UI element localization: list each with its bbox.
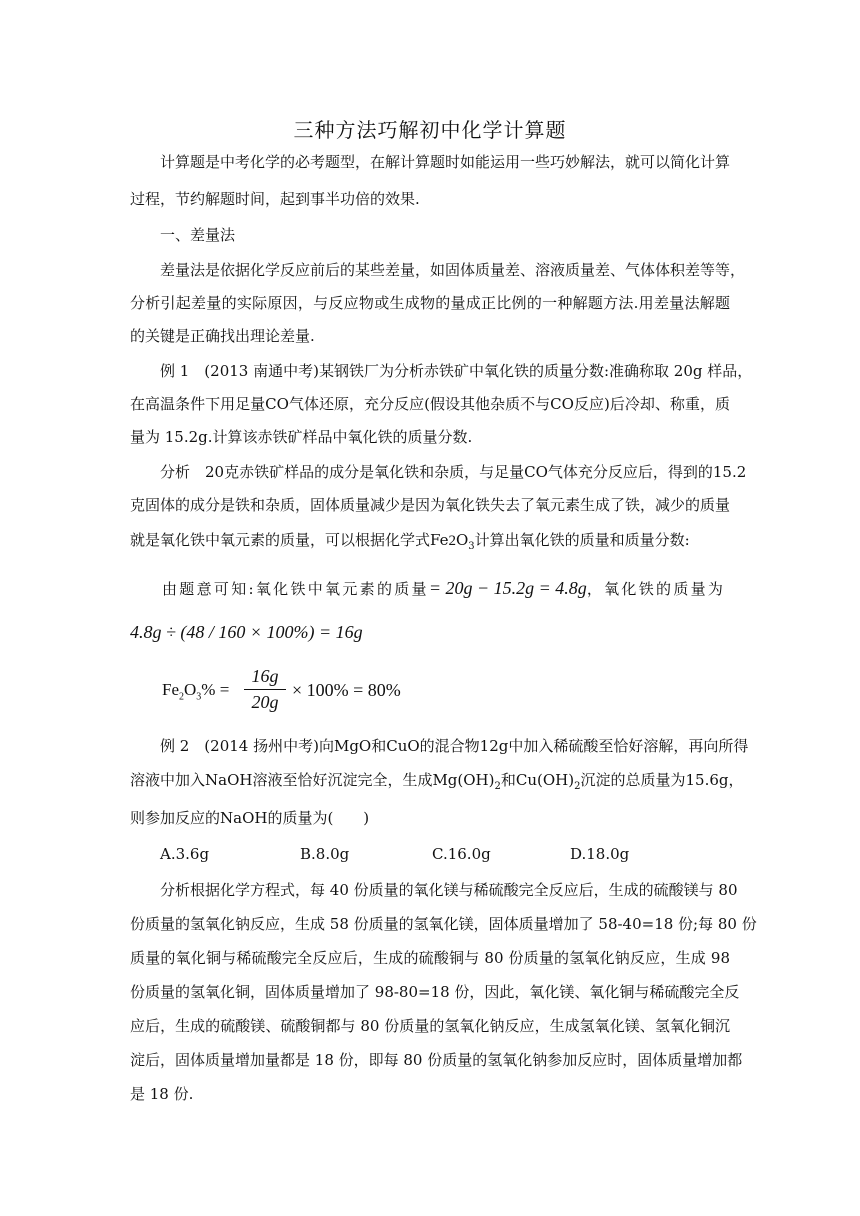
example1-line-2: 在高温条件下用足量CO气体还原，充分反应(假设其他杂质不与CO反应)后冷却、称重，质 bbox=[130, 395, 730, 413]
equation-fraction bbox=[244, 666, 286, 713]
example1-line-3: 量为 15.2g.计算该赤铁矿样品中氧化铁的质量分数. bbox=[130, 428, 473, 446]
option-d: D.18.0g bbox=[570, 845, 630, 863]
analysis2-line-2: 份质量的氢氧化钠反应，生成 58 份质量的氢氧化镁，固体质量增加了 58-40=18 份;每 80 份 bbox=[130, 915, 757, 933]
analysis2-line-4: 份质量的氢氧化铜，固体质量增加了 98-80=18 份，因此，氧化镁、氧化铜与稀硫酸完全反 bbox=[130, 983, 740, 1001]
intro-line-1: 计算题是中考化学的必考题型，在解计算题时如能运用一些巧妙解法，就可以简化计算 bbox=[160, 153, 731, 171]
subscript: 2 bbox=[448, 533, 456, 549]
equation-oxygen-mass: = 20g − 15.2g = 4.8g bbox=[428, 578, 587, 598]
definition-line-3: 的关键是正确找出理论差量. bbox=[130, 327, 315, 345]
equation-iron-oxide-mass: 4.8g ÷ (48 / 160 × 100%) = 16g bbox=[130, 622, 363, 642]
subscript: 3 bbox=[468, 541, 475, 552]
analysis1-line-1: 分析 20克赤铁矿样品的成分是氧化铁和杂质，与足量CO气体充分反应后，得到的15.2 bbox=[160, 463, 747, 481]
fraction-denominator: 20g bbox=[251, 692, 279, 712]
example2-line-1: 例 2 (2014 扬州中考)向MgO和CuO的混合物12g中加入稀硫酸至恰好溶解，再向所得 bbox=[160, 737, 749, 755]
intro-line-2: 过程，节约解题时间，起到事半功倍的效果. bbox=[130, 190, 420, 208]
analysis2-line-1: 分析根据化学方程式，每 40 份质量的氧化镁与稀硫酸完全反应后，生成的硫酸镁与 80 bbox=[160, 881, 738, 899]
option-c: C.16.0g bbox=[432, 845, 491, 863]
option-b: B.8.0g bbox=[300, 845, 350, 863]
equation-percentage-rhs: × 100% = 80% bbox=[292, 680, 401, 700]
analysis2-line-3: 质量的氧化铜与稀硫酸完全反应后，生成的硫酸铜与 80 份质量的氢氧化钠反应，生成 98 bbox=[130, 949, 730, 967]
definition-line-2: 分析引起差量的实际原因，与反应物或生成物的量成正比例的一种解题方法.用差量法解题 bbox=[130, 294, 730, 312]
analysis2-line-5: 应后，生成的硫酸镁、硫酸铜都与 80 份质量的氢氧化钠反应，生成氢氧化镁、氢氧化铜沉 bbox=[130, 1017, 730, 1035]
option-a: A.3.6g bbox=[160, 845, 210, 863]
example2-line-3: 则参加反应的NaOH的质量为( ) bbox=[130, 809, 370, 827]
page-title: 三种方法巧解初中化学计算题 bbox=[293, 118, 567, 142]
analysis1-line-2: 克固体的成分是铁和杂质，固体质量减少是因为氧化铁失去了氧元素生成了铁，减少的质量 bbox=[130, 496, 731, 514]
example1-line-1: 例 1 (2013 南通中考)某钢铁厂为分析赤铁矿中氧化铁的质量分数:准确称取 20g 样品， bbox=[160, 362, 753, 380]
analysis1-line-3: 就是氧化铁中氧元素的质量，可以根据化学式$Fe2O_3$计算出氧化铁的质量和质量分数: bbox=[130, 531, 690, 552]
fraction-numerator: 16g bbox=[244, 666, 286, 690]
definition-line-1: 差量法是依据化学反应前后的某些差量，如固体质量差、溶液质量差、气体体积差等等， bbox=[160, 261, 746, 279]
analysis2-line-6: 淀后，固体质量增加量都是 18 份，即每 80 份质量的氢氧化钠参加反应时，固体质量增加都 bbox=[130, 1051, 743, 1069]
equation-percentage-lhs: $Fe_2O_3\%$ = bbox=[162, 680, 230, 703]
example2-line-2: 溶液中加入NaOH溶液至恰好沉淀完全，生成$Mg(OH)_2$和$Cu(OH)_2$沉淀的总质量为15.6g， bbox=[130, 771, 744, 792]
analysis2-line-7: 是 18 份. bbox=[130, 1085, 194, 1103]
solution1-line-1: 由题意可知:氧化铁中氧元素的质量= 20g − 15.2g = 4.8g，氧化铁的质量为 bbox=[162, 578, 726, 598]
section-heading: 一、差量法 bbox=[160, 226, 236, 244]
